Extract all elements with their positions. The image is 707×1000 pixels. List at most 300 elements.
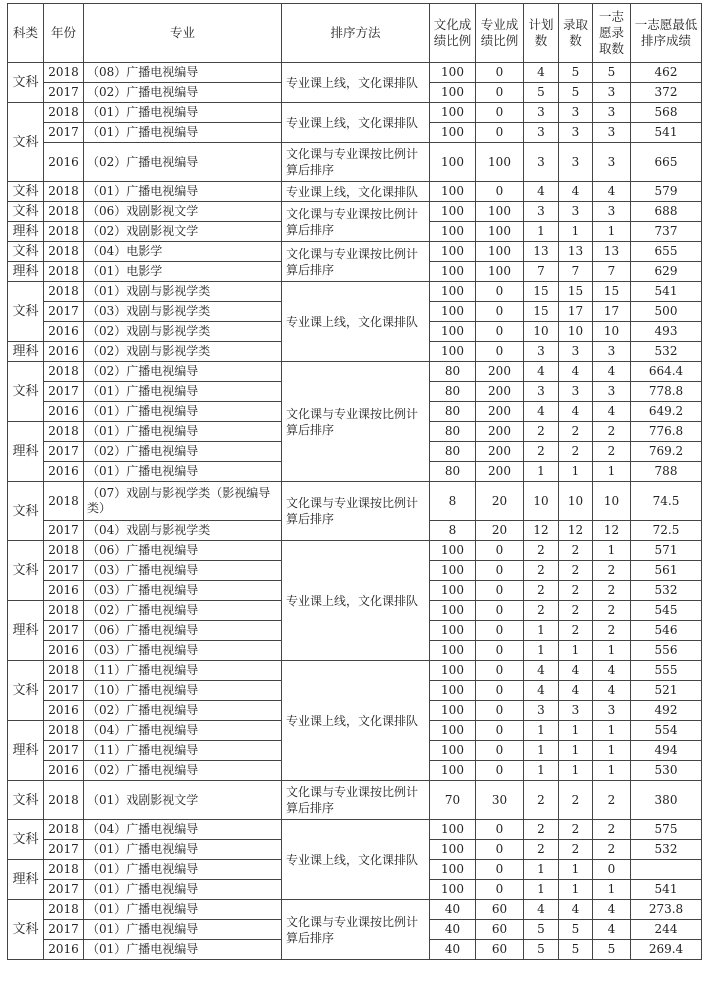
cell-professional-ratio: 100 <box>476 222 524 242</box>
cell-plan: 2 <box>524 601 559 621</box>
cell-major: （01）广播电视编导 <box>84 103 282 123</box>
cell-category: 理科 <box>8 860 44 900</box>
cell-plan: 1 <box>524 721 559 741</box>
cell-year: 2018 <box>44 482 84 521</box>
cell-first-choice: 2 <box>593 422 631 442</box>
cell-method: 文化课与专业课按比例计算后排序 <box>282 482 430 541</box>
cell-professional-ratio: 0 <box>476 63 524 83</box>
cell-admitted: 5 <box>559 63 593 83</box>
cell-min-score: 546 <box>631 621 702 641</box>
cell-category: 文科 <box>8 482 44 541</box>
cell-method: 专业课上线，文化课排队 <box>282 661 430 781</box>
cell-year: 2017 <box>44 442 84 462</box>
cell-professional-ratio: 20 <box>476 482 524 521</box>
cell-plan: 4 <box>524 681 559 701</box>
cell-admitted: 17 <box>559 302 593 322</box>
cell-plan: 15 <box>524 282 559 302</box>
cell-method: 文化课与专业课按比例计算后排序 <box>282 242 430 282</box>
cell-first-choice: 3 <box>593 143 631 182</box>
cell-year: 2017 <box>44 521 84 541</box>
cell-plan: 7 <box>524 262 559 282</box>
cell-year: 2017 <box>44 382 84 402</box>
cell-min-score: 273.8 <box>631 900 702 920</box>
cell-first-choice: 3 <box>593 103 631 123</box>
cell-plan: 4 <box>524 661 559 681</box>
cell-professional-ratio: 60 <box>476 920 524 940</box>
cell-major: （01）广播电视编导 <box>84 422 282 442</box>
cell-year: 2016 <box>44 342 84 362</box>
header-culture-ratio: 文化成绩比例 <box>430 4 476 63</box>
cell-first-choice: 4 <box>593 402 631 422</box>
cell-min-score: 556 <box>631 641 702 661</box>
cell-culture-ratio: 40 <box>430 940 476 960</box>
cell-admitted: 4 <box>559 900 593 920</box>
cell-method: 文化课与专业课按比例计算后排序 <box>282 900 430 960</box>
cell-culture-ratio: 100 <box>430 661 476 681</box>
cell-culture-ratio: 100 <box>430 202 476 222</box>
header-first-choice-admitted: 一志愿录取数 <box>593 4 631 63</box>
cell-admitted: 4 <box>559 182 593 202</box>
cell-min-score: 493 <box>631 322 702 342</box>
header-admitted: 录取数 <box>559 4 593 63</box>
cell-professional-ratio: 0 <box>476 860 524 880</box>
cell-major: （02）广播电视编导 <box>84 601 282 621</box>
cell-year: 2018 <box>44 222 84 242</box>
cell-min-score: 629 <box>631 262 702 282</box>
cell-admitted: 3 <box>559 143 593 182</box>
cell-major: （02）广播电视编导 <box>84 442 282 462</box>
cell-major: （02）广播电视编导 <box>84 143 282 182</box>
cell-major: （04）广播电视编导 <box>84 820 282 840</box>
cell-admitted: 10 <box>559 322 593 342</box>
cell-min-score: 554 <box>631 721 702 741</box>
cell-min-score: 788 <box>631 462 702 482</box>
cell-professional-ratio: 200 <box>476 422 524 442</box>
cell-major: （03）广播电视编导 <box>84 561 282 581</box>
table-row <box>8 282 702 302</box>
table-row <box>8 661 702 681</box>
cell-first-choice: 2 <box>593 561 631 581</box>
cell-culture-ratio: 100 <box>430 561 476 581</box>
cell-year: 2018 <box>44 242 84 262</box>
cell-plan: 1 <box>524 880 559 900</box>
cell-major: （06）广播电视编导 <box>84 621 282 641</box>
cell-professional-ratio: 0 <box>476 721 524 741</box>
cell-first-choice: 10 <box>593 322 631 342</box>
cell-first-choice: 1 <box>593 462 631 482</box>
cell-min-score: 541 <box>631 282 702 302</box>
cell-major: （11）广播电视编导 <box>84 741 282 761</box>
cell-year: 2016 <box>44 402 84 422</box>
cell-professional-ratio: 0 <box>476 541 524 561</box>
cell-admitted: 2 <box>559 840 593 860</box>
table-body <box>8 63 702 960</box>
cell-professional-ratio: 30 <box>476 781 524 820</box>
cell-professional-ratio: 0 <box>476 103 524 123</box>
cell-first-choice: 4 <box>593 362 631 382</box>
cell-major: （07）戏剧与影视学类（影视编导类） <box>84 482 282 521</box>
cell-culture-ratio: 100 <box>430 342 476 362</box>
cell-major: （11）广播电视编导 <box>84 661 282 681</box>
cell-admitted: 1 <box>559 741 593 761</box>
table-row <box>8 103 702 123</box>
cell-category: 文科 <box>8 820 44 860</box>
cell-plan: 4 <box>524 900 559 920</box>
table-row <box>8 143 702 182</box>
header-year: 年份 <box>44 4 84 63</box>
cell-culture-ratio: 100 <box>430 103 476 123</box>
cell-culture-ratio: 80 <box>430 442 476 462</box>
cell-method: 专业课上线，文化课排队 <box>282 282 430 362</box>
cell-plan: 4 <box>524 182 559 202</box>
cell-major: （02）广播电视编导 <box>84 83 282 103</box>
cell-plan: 2 <box>524 781 559 820</box>
cell-major: （03）广播电视编导 <box>84 641 282 661</box>
cell-professional-ratio: 0 <box>476 83 524 103</box>
cell-culture-ratio: 80 <box>430 402 476 422</box>
cell-major: （02）广播电视编导 <box>84 761 282 781</box>
cell-admitted: 1 <box>559 641 593 661</box>
cell-year: 2017 <box>44 681 84 701</box>
cell-culture-ratio: 8 <box>430 521 476 541</box>
cell-admitted: 5 <box>559 920 593 940</box>
cell-min-score: 380 <box>631 781 702 820</box>
cell-first-choice: 3 <box>593 382 631 402</box>
cell-culture-ratio: 100 <box>430 761 476 781</box>
cell-category: 理科 <box>8 262 44 282</box>
table-row <box>8 781 702 820</box>
cell-culture-ratio: 8 <box>430 482 476 521</box>
cell-year: 2017 <box>44 561 84 581</box>
cell-admitted: 1 <box>559 761 593 781</box>
cell-admitted: 2 <box>559 561 593 581</box>
cell-year: 2016 <box>44 581 84 601</box>
cell-culture-ratio: 100 <box>430 123 476 143</box>
cell-plan: 5 <box>524 920 559 940</box>
cell-culture-ratio: 100 <box>430 322 476 342</box>
cell-culture-ratio: 100 <box>430 721 476 741</box>
cell-min-score: 541 <box>631 880 702 900</box>
cell-first-choice: 4 <box>593 182 631 202</box>
admission-table <box>7 3 702 960</box>
cell-admitted: 2 <box>559 442 593 462</box>
cell-plan: 4 <box>524 63 559 83</box>
cell-professional-ratio: 0 <box>476 322 524 342</box>
cell-major: （01）广播电视编导 <box>84 182 282 202</box>
cell-culture-ratio: 100 <box>430 242 476 262</box>
cell-professional-ratio: 0 <box>476 581 524 601</box>
cell-professional-ratio: 0 <box>476 761 524 781</box>
cell-admitted: 1 <box>559 462 593 482</box>
cell-category: 理科 <box>8 721 44 781</box>
cell-category: 文科 <box>8 362 44 422</box>
cell-first-choice: 1 <box>593 761 631 781</box>
cell-major: （01）广播电视编导 <box>84 382 282 402</box>
cell-year: 2018 <box>44 900 84 920</box>
cell-first-choice: 4 <box>593 920 631 940</box>
cell-culture-ratio: 100 <box>430 741 476 761</box>
cell-admitted: 12 <box>559 521 593 541</box>
cell-plan: 3 <box>524 143 559 182</box>
cell-category: 文科 <box>8 182 44 202</box>
cell-plan: 3 <box>524 202 559 222</box>
cell-admitted: 3 <box>559 103 593 123</box>
cell-category: 理科 <box>8 222 44 242</box>
cell-min-score: 649.2 <box>631 402 702 422</box>
cell-plan: 1 <box>524 741 559 761</box>
cell-year: 2018 <box>44 860 84 880</box>
cell-year: 2017 <box>44 741 84 761</box>
cell-major: （01）广播电视编导 <box>84 920 282 940</box>
cell-culture-ratio: 80 <box>430 382 476 402</box>
cell-min-score: 579 <box>631 182 702 202</box>
cell-year: 2017 <box>44 123 84 143</box>
cell-major: （01）广播电视编导 <box>84 900 282 920</box>
header-plan: 计划数 <box>524 4 559 63</box>
cell-admitted: 4 <box>559 681 593 701</box>
cell-culture-ratio: 100 <box>430 880 476 900</box>
cell-professional-ratio: 0 <box>476 661 524 681</box>
cell-category: 理科 <box>8 601 44 661</box>
cell-culture-ratio: 70 <box>430 781 476 820</box>
cell-method: 文化课与专业课按比例计算后排序 <box>282 202 430 242</box>
cell-year: 2018 <box>44 661 84 681</box>
cell-min-score: 72.5 <box>631 521 702 541</box>
cell-plan: 12 <box>524 521 559 541</box>
cell-major: （01）戏剧与影视学类 <box>84 282 282 302</box>
cell-professional-ratio: 0 <box>476 601 524 621</box>
cell-culture-ratio: 80 <box>430 362 476 382</box>
cell-culture-ratio: 40 <box>430 900 476 920</box>
cell-admitted: 1 <box>559 880 593 900</box>
cell-min-score: 778.8 <box>631 382 702 402</box>
cell-year: 2017 <box>44 920 84 940</box>
cell-professional-ratio: 100 <box>476 242 524 262</box>
cell-category: 文科 <box>8 242 44 262</box>
cell-plan: 2 <box>524 820 559 840</box>
cell-plan: 1 <box>524 222 559 242</box>
cell-year: 2016 <box>44 701 84 721</box>
cell-min-score: 532 <box>631 840 702 860</box>
cell-admitted: 5 <box>559 940 593 960</box>
cell-min-score: 372 <box>631 83 702 103</box>
cell-method: 专业课上线，文化课排队 <box>282 182 430 202</box>
cell-professional-ratio: 200 <box>476 382 524 402</box>
cell-method: 文化课与专业课按比例计算后排序 <box>282 143 430 182</box>
cell-admitted: 5 <box>559 83 593 103</box>
cell-admitted: 2 <box>559 541 593 561</box>
cell-admitted: 10 <box>559 482 593 521</box>
cell-plan: 10 <box>524 322 559 342</box>
cell-admitted: 3 <box>559 123 593 143</box>
cell-major: （01）戏剧影视文学 <box>84 781 282 820</box>
cell-culture-ratio: 100 <box>430 581 476 601</box>
cell-plan: 2 <box>524 561 559 581</box>
cell-culture-ratio: 100 <box>430 601 476 621</box>
cell-first-choice: 2 <box>593 601 631 621</box>
cell-major: （03）戏剧与影视学类 <box>84 302 282 322</box>
table-row <box>8 242 702 262</box>
cell-method: 文化课与专业课按比例计算后排序 <box>282 362 430 482</box>
cell-first-choice: 1 <box>593 541 631 561</box>
cell-plan: 5 <box>524 940 559 960</box>
cell-min-score: 737 <box>631 222 702 242</box>
table-row <box>8 541 702 561</box>
cell-admitted: 15 <box>559 282 593 302</box>
cell-professional-ratio: 0 <box>476 741 524 761</box>
cell-culture-ratio: 100 <box>430 302 476 322</box>
cell-first-choice: 10 <box>593 482 631 521</box>
header-major: 专业 <box>84 4 282 63</box>
cell-plan: 2 <box>524 422 559 442</box>
cell-professional-ratio: 0 <box>476 820 524 840</box>
cell-category: 理科 <box>8 342 44 362</box>
cell-first-choice: 3 <box>593 83 631 103</box>
cell-major: （02）广播电视编导 <box>84 362 282 382</box>
cell-first-choice: 7 <box>593 262 631 282</box>
cell-professional-ratio: 200 <box>476 402 524 422</box>
cell-plan: 1 <box>524 621 559 641</box>
cell-year: 2018 <box>44 422 84 442</box>
cell-culture-ratio: 100 <box>430 820 476 840</box>
cell-culture-ratio: 100 <box>430 860 476 880</box>
cell-method: 专业课上线，文化课排队 <box>282 541 430 661</box>
cell-first-choice: 4 <box>593 661 631 681</box>
cell-category: 文科 <box>8 900 44 960</box>
cell-culture-ratio: 100 <box>430 621 476 641</box>
cell-first-choice: 5 <box>593 940 631 960</box>
cell-year: 2017 <box>44 880 84 900</box>
cell-year: 2018 <box>44 182 84 202</box>
cell-professional-ratio: 60 <box>476 940 524 960</box>
cell-first-choice: 4 <box>593 900 631 920</box>
cell-admitted: 2 <box>559 422 593 442</box>
cell-first-choice: 1 <box>593 641 631 661</box>
cell-year: 2018 <box>44 202 84 222</box>
cell-admitted: 13 <box>559 242 593 262</box>
cell-admitted: 1 <box>559 222 593 242</box>
cell-method: 专业课上线，文化课排队 <box>282 63 430 103</box>
cell-first-choice: 3 <box>593 202 631 222</box>
cell-professional-ratio: 100 <box>476 202 524 222</box>
cell-method: 专业课上线，文化课排队 <box>282 103 430 143</box>
cell-professional-ratio: 200 <box>476 362 524 382</box>
cell-year: 2018 <box>44 820 84 840</box>
cell-culture-ratio: 100 <box>430 262 476 282</box>
cell-plan: 2 <box>524 442 559 462</box>
cell-culture-ratio: 100 <box>430 83 476 103</box>
cell-first-choice: 17 <box>593 302 631 322</box>
cell-admitted: 4 <box>559 402 593 422</box>
table-row <box>8 202 702 222</box>
cell-major: （01）广播电视编导 <box>84 860 282 880</box>
cell-admitted: 4 <box>559 661 593 681</box>
cell-professional-ratio: 0 <box>476 880 524 900</box>
cell-first-choice: 4 <box>593 681 631 701</box>
cell-culture-ratio: 100 <box>430 63 476 83</box>
cell-first-choice: 1 <box>593 880 631 900</box>
cell-major: （01）广播电视编导 <box>84 880 282 900</box>
cell-professional-ratio: 0 <box>476 342 524 362</box>
cell-plan: 4 <box>524 402 559 422</box>
cell-year: 2018 <box>44 601 84 621</box>
cell-category: 文科 <box>8 661 44 721</box>
cell-admitted: 1 <box>559 721 593 741</box>
cell-admitted: 2 <box>559 820 593 840</box>
cell-min-score: 575 <box>631 820 702 840</box>
cell-first-choice: 13 <box>593 242 631 262</box>
cell-first-choice: 1 <box>593 222 631 242</box>
cell-first-choice: 2 <box>593 820 631 840</box>
cell-min-score: 664.4 <box>631 362 702 382</box>
cell-plan: 1 <box>524 761 559 781</box>
cell-category: 文科 <box>8 781 44 820</box>
cell-first-choice: 3 <box>593 701 631 721</box>
cell-plan: 5 <box>524 83 559 103</box>
cell-professional-ratio: 0 <box>476 561 524 581</box>
cell-year: 2016 <box>44 322 84 342</box>
cell-plan: 3 <box>524 701 559 721</box>
cell-min-score: 555 <box>631 661 702 681</box>
cell-year: 2018 <box>44 781 84 820</box>
cell-first-choice: 3 <box>593 123 631 143</box>
cell-culture-ratio: 100 <box>430 641 476 661</box>
table-row <box>8 820 702 840</box>
cell-min-score: 244 <box>631 920 702 940</box>
admission-table-container <box>7 3 701 960</box>
cell-category: 文科 <box>8 282 44 342</box>
cell-category: 文科 <box>8 541 44 601</box>
cell-culture-ratio: 100 <box>430 840 476 860</box>
cell-plan: 2 <box>524 541 559 561</box>
cell-major: （02）戏剧影视文学 <box>84 222 282 242</box>
cell-admitted: 3 <box>559 202 593 222</box>
cell-professional-ratio: 0 <box>476 681 524 701</box>
table-row <box>8 182 702 202</box>
cell-year: 2017 <box>44 83 84 103</box>
cell-year: 2018 <box>44 362 84 382</box>
cell-year: 2017 <box>44 302 84 322</box>
cell-major: （08）广播电视编导 <box>84 63 282 83</box>
table-row <box>8 63 702 83</box>
cell-first-choice: 3 <box>593 342 631 362</box>
cell-professional-ratio: 60 <box>476 900 524 920</box>
cell-culture-ratio: 100 <box>430 143 476 182</box>
cell-plan: 1 <box>524 462 559 482</box>
cell-professional-ratio: 200 <box>476 442 524 462</box>
cell-min-score: 665 <box>631 143 702 182</box>
cell-plan: 3 <box>524 103 559 123</box>
cell-min-score: 655 <box>631 242 702 262</box>
cell-admitted: 2 <box>559 581 593 601</box>
cell-min-score: 571 <box>631 541 702 561</box>
cell-year: 2018 <box>44 541 84 561</box>
cell-major: （01）广播电视编导 <box>84 462 282 482</box>
cell-first-choice: 12 <box>593 521 631 541</box>
cell-category: 文科 <box>8 202 44 222</box>
cell-min-score: 532 <box>631 342 702 362</box>
cell-major: （04）广播电视编导 <box>84 721 282 741</box>
cell-min-score: 769.2 <box>631 442 702 462</box>
cell-admitted: 3 <box>559 382 593 402</box>
cell-major: （01）广播电视编导 <box>84 123 282 143</box>
cell-min-score: 530 <box>631 761 702 781</box>
cell-major: （01）广播电视编导 <box>84 840 282 860</box>
cell-min-score: 74.5 <box>631 482 702 521</box>
cell-major: （02）戏剧与影视学类 <box>84 342 282 362</box>
cell-culture-ratio: 100 <box>430 541 476 561</box>
cell-first-choice: 0 <box>593 860 631 880</box>
